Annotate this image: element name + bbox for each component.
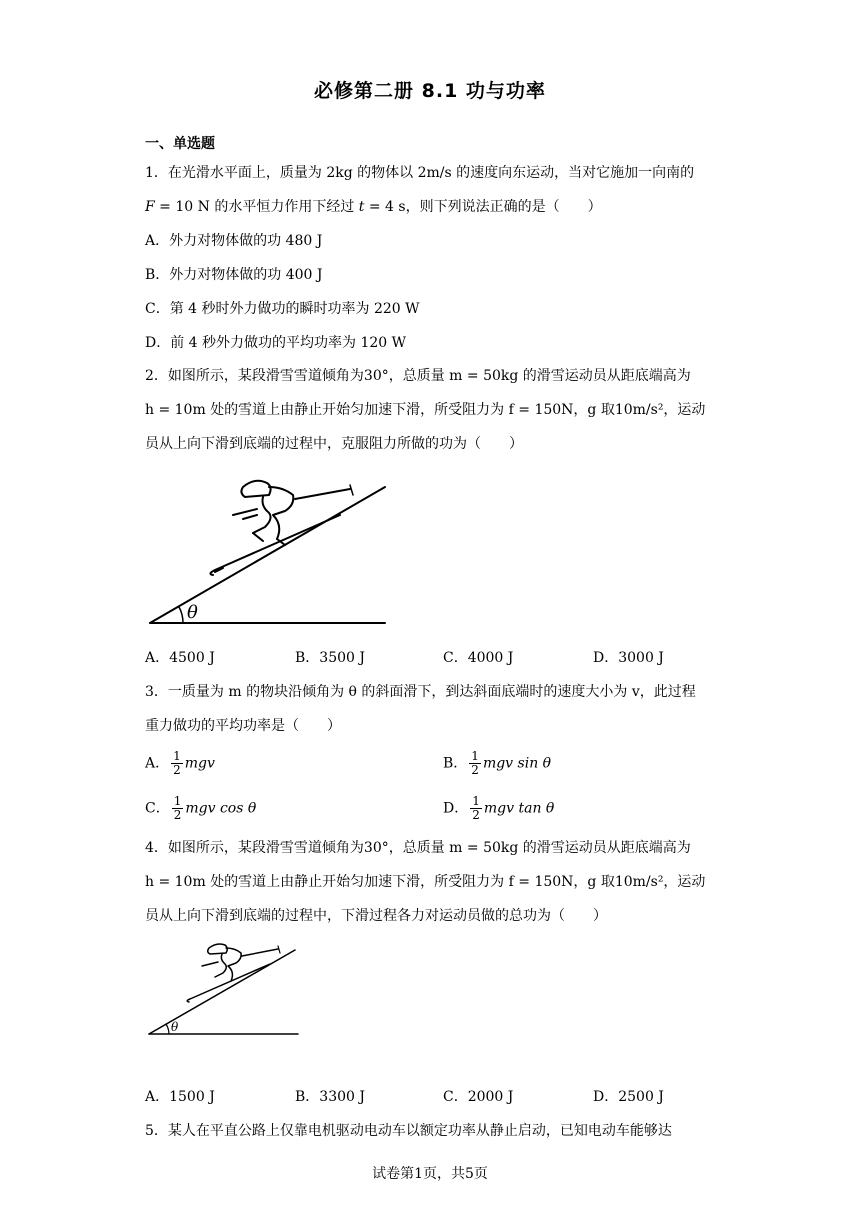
- q2-theta-label: θ: [187, 602, 198, 623]
- q1-option-d[interactable]: D．前 4 秒外力做功的平均功率为 120 W: [145, 335, 407, 351]
- q3-option-a[interactable]: [145, 750, 215, 777]
- q3-option-b[interactable]: [443, 750, 551, 777]
- q4-stem-line1: 4．如图所示，某段滑雪雪道倾角为30°，总质量 m = 50kg 的滑雪运动员从距底端高为: [145, 840, 691, 856]
- q4-option-b[interactable]: B．3300 J: [295, 1089, 365, 1105]
- q4-option-a[interactable]: A．1500 J: [145, 1089, 215, 1105]
- q3-option-c-label: C．: [145, 800, 170, 817]
- q1-option-c[interactable]: C．第 4 秒时外力做功的瞬时功率为 220 W: [145, 301, 420, 317]
- q3-option-d[interactable]: [443, 795, 554, 822]
- q3-option-c[interactable]: [145, 795, 256, 822]
- q3-stem-line2: 重力做功的平均功率是（ ）: [145, 718, 341, 734]
- q2-option-c[interactable]: C．4000 J: [443, 650, 514, 666]
- q3-option-a-fraction: $\frac{1}{2}$: [173, 749, 181, 777]
- q2-option-d[interactable]: D．3000 J: [593, 650, 664, 666]
- q4-stem-line2: h = 10m 处的雪道上由静止开始匀加速下滑，所受阻力为 f = 150N，g 取10m/s²，运动: [145, 874, 706, 890]
- q3-option-a-label: A．: [145, 755, 170, 772]
- q4-theta-label: θ: [171, 1020, 179, 1034]
- q4-stem-line3: 员从上向下滑到底端的过程中，下滑过程各力对运动员做的总功为（ ）: [145, 908, 607, 924]
- q2-stem-line2: h = 10m 处的雪道上由静止开始匀加速下滑，所受阻力为 f = 150N，g 取10m/s²，运动: [145, 402, 706, 418]
- q2-option-b[interactable]: B．3500 J: [295, 650, 365, 666]
- q2-stem-line3: 员从上向下滑到底端的过程中，克服阻力所做的功为（ ）: [145, 436, 523, 452]
- q1-option-a[interactable]: A．外力对物体做的功 480 J: [145, 233, 323, 249]
- q1-force-symbol: F: [145, 199, 155, 215]
- q4-option-c[interactable]: C．2000 J: [443, 1089, 514, 1105]
- q4-skier-slope-figure: [145, 940, 305, 1040]
- q3-option-a-expr: mgv: [184, 755, 215, 772]
- q3-option-c-expr: mgv cos θ: [185, 800, 257, 817]
- q1-stem-line1: 1．在光滑水平面上，质量为 2kg 的物体以 2m/s 的速度向东运动，当对它施加一向南的: [145, 165, 695, 181]
- q1-stem-text: = 10 N 的水平恒力作用下经过: [154, 199, 359, 215]
- q3-option-d-expr: mgv tan θ: [483, 800, 555, 817]
- q1-option-b[interactable]: B．外力对物体做的功 400 J: [145, 267, 323, 283]
- q2-skier-slope-figure: [145, 475, 395, 630]
- q3-option-b-expr: mgv sin θ: [482, 755, 552, 772]
- q1-stem-line2: [145, 197, 602, 217]
- q3-option-b-label: B．: [443, 755, 468, 772]
- q2-stem-line1: 2．如图所示，某段滑雪雪道倾角为30°，总质量 m = 50kg 的滑雪运动员从距底端高为: [145, 368, 691, 384]
- q5-stem-line1: 5．某人在平直公路上仅靠电机驱动电动车以额定功率从静止启动，已知电动车能够达: [145, 1123, 672, 1139]
- section-heading: 一、单选题: [145, 136, 215, 152]
- q1-time-symbol: t: [358, 199, 365, 215]
- q3-option-c-fraction: $\frac{1}{2}$: [173, 794, 182, 822]
- q2-option-a[interactable]: A．4500 J: [145, 650, 215, 666]
- q1-stem-tail: = 4 s，则下列说法正确的是（ ）: [364, 199, 602, 215]
- page-footer: 试卷第1页，共5页: [372, 1166, 488, 1182]
- page-title: 必修第二册 8.1 功与功率: [314, 80, 546, 102]
- q4-option-d[interactable]: D．2500 J: [593, 1089, 664, 1105]
- q3-option-d-fraction: $\frac{1}{2}$: [472, 794, 480, 822]
- q3-stem-line1: 3．一质量为 m 的物块沿倾角为 θ 的斜面滑下，到达斜面底端时的速度大小为 v，此过程: [145, 684, 696, 700]
- q3-option-b-fraction: $\frac{1}{2}$: [471, 749, 479, 777]
- q3-option-d-label: D．: [443, 800, 469, 817]
